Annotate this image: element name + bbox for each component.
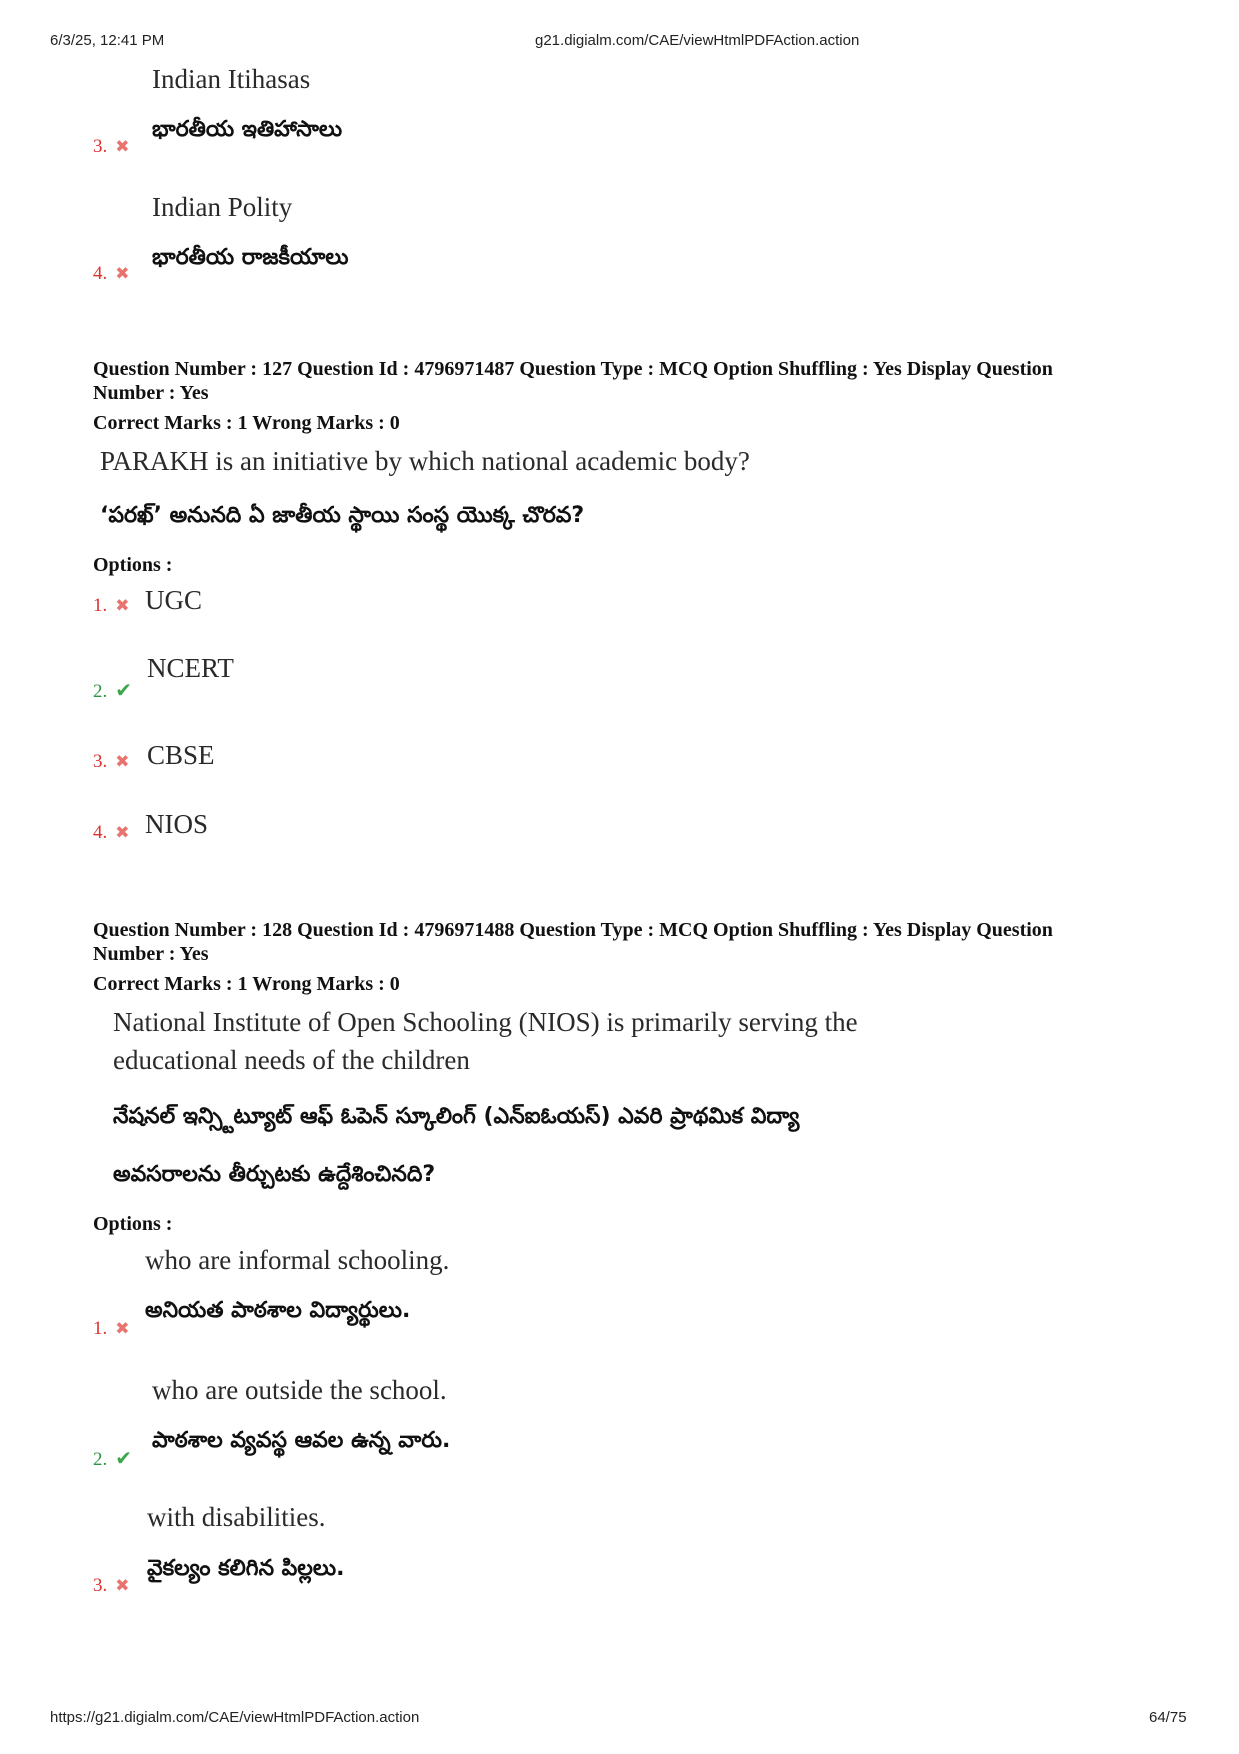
- option-2-marker: [93, 678, 132, 703]
- option-3-marker: [93, 751, 130, 773]
- wrong-icon: ✖: [115, 596, 130, 615]
- options-label: Options :: [93, 1213, 173, 1235]
- option-number: 4.: [93, 822, 108, 843]
- question-128-text-telugu-line-1: నేషనల్ ఇన్స్టిట్యూట్ ఆఫ్ ఓపెన్ స్కూలింగ్ (ఎన్ఐఓయస్) ఎవరి ప్రాథమిక విద్యా: [113, 1104, 800, 1129]
- wrong-icon: ✖: [115, 1319, 130, 1338]
- question-meta-line: Number : Yes: [93, 943, 209, 965]
- option-1-english: who are informal schooling.: [145, 1245, 450, 1275]
- option-1-text: UGC: [145, 585, 203, 615]
- wrong-icon: ✖: [115, 137, 130, 156]
- wrong-icon: ✖: [115, 752, 130, 771]
- page-number: 64/75: [1149, 1709, 1187, 1726]
- option-4-marker: [93, 822, 130, 844]
- option-3-telugu: భారతీయ ఇతిహాసాలు: [152, 117, 343, 142]
- option-number: 1.: [93, 595, 108, 616]
- check-icon: ✔: [115, 680, 133, 702]
- option-3-english: Indian Itihasas: [152, 64, 311, 94]
- print-datetime: 6/3/25, 12:41 PM: [50, 32, 165, 49]
- question-127-marks: Correct Marks : 1 Wrong Marks : 0: [93, 412, 400, 434]
- option-number: 3.: [93, 751, 108, 772]
- option-number: 3.: [93, 1575, 108, 1596]
- question-128-text-english-line-2: educational needs of the children: [113, 1045, 470, 1075]
- option-2-marker: [93, 1446, 132, 1471]
- option-4-text: NIOS: [145, 809, 209, 839]
- print-header-url: g21.digialm.com/CAE/viewHtmlPDFAction.action: [535, 32, 860, 49]
- option-2-text: NCERT: [147, 653, 234, 683]
- option-4-telugu: భారతీయ రాజకీయాలు: [152, 245, 349, 270]
- question-meta-line: Question Number : 127 Question Id : 4796971487 Question Type : MCQ Option Shuffling : Yes Display Question: [93, 358, 1053, 380]
- wrong-icon: ✖: [115, 1576, 130, 1595]
- question-127-text-english: PARAKH is an initiative by which national academic body?: [100, 446, 750, 476]
- option-number: 3.: [93, 136, 108, 157]
- option-1-telugu: అనియత పాఠశాల విద్యార్థులు.: [145, 1298, 411, 1323]
- question-128-meta: [93, 918, 1053, 966]
- option-1-marker: [93, 595, 130, 617]
- question-128-text-telugu-line-2: అవసరాలను తీర్చుటకు ఉద్దేశించినది?: [113, 1162, 436, 1187]
- check-icon: ✔: [115, 1448, 133, 1470]
- option-4-marker: [93, 263, 130, 285]
- option-number: 4.: [93, 263, 108, 284]
- option-2-english: who are outside the school.: [152, 1375, 447, 1405]
- option-3-marker: [93, 1575, 130, 1597]
- wrong-icon: ✖: [115, 823, 130, 842]
- option-3-text: CBSE: [147, 740, 215, 770]
- print-footer-url: https://g21.digialm.com/CAE/viewHtmlPDFAction.action: [50, 1709, 420, 1726]
- option-number: 2.: [93, 681, 108, 702]
- question-meta-line: Number : Yes: [93, 382, 209, 404]
- question-128-text-english-line-1: National Institute of Open Schooling (NIOS) is primarily serving the: [113, 1007, 858, 1037]
- option-number: 1.: [93, 1318, 108, 1339]
- option-1-marker: [93, 1318, 130, 1340]
- wrong-icon: ✖: [115, 264, 130, 283]
- options-label: Options :: [93, 554, 173, 576]
- option-3-telugu: వైకల్యం కలిగిన పిల్లలు.: [147, 1556, 345, 1581]
- question-127-meta: [93, 357, 1053, 405]
- option-3-marker: [93, 136, 130, 158]
- question-meta-line: Question Number : 128 Question Id : 4796971488 Question Type : MCQ Option Shuffling : Yes Display Question: [93, 919, 1053, 941]
- option-2-telugu: పాఠశాల వ్యవస్థ ఆవల ఉన్న వారు.: [152, 1428, 451, 1453]
- question-127-text-telugu: ‘పరఖ్’ అనునది ఏ జాతీయ స్థాయి సంస్థ యొక్క చొరవ?: [100, 503, 585, 528]
- option-4-english: Indian Polity: [152, 192, 293, 222]
- question-128-marks: Correct Marks : 1 Wrong Marks : 0: [93, 973, 400, 995]
- option-3-english: with disabilities.: [147, 1502, 326, 1532]
- option-number: 2.: [93, 1449, 108, 1470]
